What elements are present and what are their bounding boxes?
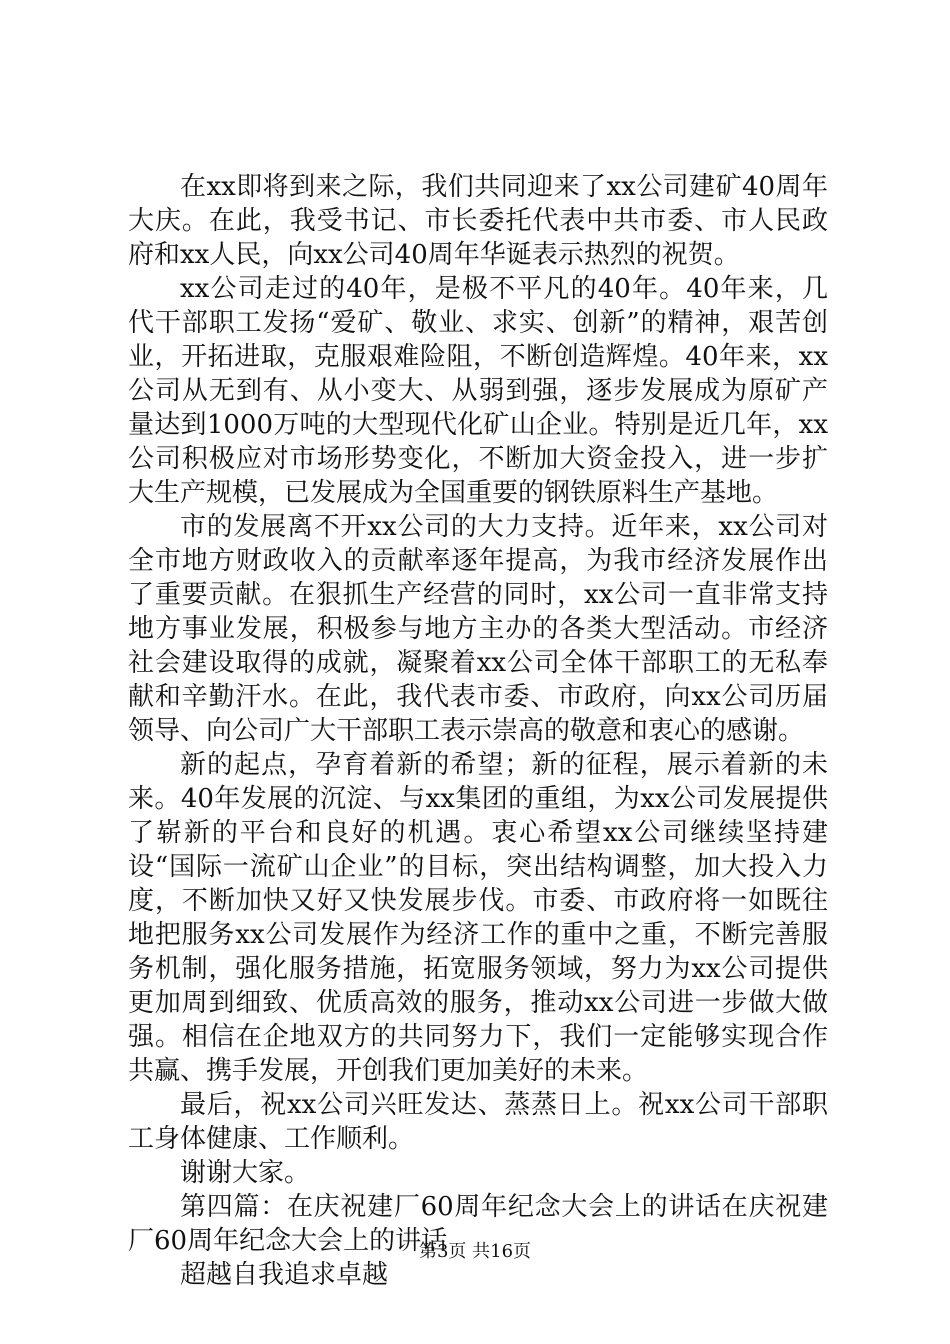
paragraph-4: 新的起点，孕育着新的希望；新的征程，展示着新的未来。40年发展的沉淀、与xx集团的重组，为xx公司发展提供了崭新的平台和良好的机遇。衷心希望xx公司继续坚持建设“国际一流矿山企业”的目标，突出结构调整，加大投入力度，不断加快又好又快发展步伐。市委、市政府将一如既往地把服务xx公司发展作为经济工作的重中之重，不断完善服务机制，强化服务措施，拓宽服务领域，努力为xx公司提供更加周到细致、优质高效的服务，推动xx公司进一步做大做强。相信在企地双方的共同努力下，我们一定能够实现合作共赢、携手发展，开创我们更加美好的未来。 bbox=[128, 750, 828, 1086]
paragraph-1: 在xx即将到来之际，我们共同迎来了xx公司建矿40周年大庆。在此，我受书记、市长委托代表中共市委、市人民政府和xx人民，向xx公司40周年华诞表示热烈的祝贺。 bbox=[128, 172, 828, 270]
paragraph-2: xx公司走过的40年，是极不平凡的40年。40年来，几代干部职工发扬“爱矿、敬业、求实、创新”的精神，艰苦创业，开拓进取，克服艰难险阻，不断创造辉煌。40年来，xx公司从无到有、从小变大、从弱到强，逐步发展成为原矿产量达到1000万吨的大型现代化矿山企业。特别是近几年，xx公司积极应对市场形势变化，不断加大资金投入，进一步扩大生产规模，已发展成为全国重要的钢铁原料生产基地。 bbox=[128, 274, 828, 508]
paragraph-6: 谢谢大家。 bbox=[180, 1158, 311, 1188]
document-body bbox=[128, 170, 828, 1292]
page-number: 第3页 共16页 bbox=[418, 1241, 532, 1262]
paragraph-3: 市的发展离不开xx公司的大力支持。近年来，xx公司对全市地方财政收入的贡献率逐年提高，为我市经济发展作出了重要贡献。在狠抓生产经营的同时，xx公司一直非常支持地方事业发展，积极参与地方主办的各类大型活动。市经济社会建设取得的成就，凝聚着xx公司全体干部职工的无私奉献和辛勤汗水。在此，我代表市委、市政府，向xx公司历届领导、向公司广大干部职工表示崇高的敬意和衷心的感谢。 bbox=[128, 512, 828, 746]
page-footer bbox=[0, 1240, 950, 1264]
section-subtitle: 超越自我追求卓越 bbox=[180, 1260, 389, 1290]
section-heading: 第四篇：在庆祝建厂60周年纪念大会上的讲话在庆祝建厂60周年纪念大会上的讲话 bbox=[128, 1192, 828, 1256]
paragraph-5: 最后，祝xx公司兴旺发达、蒸蒸日上。祝xx公司干部职工身体健康、工作顺利。 bbox=[128, 1090, 828, 1154]
